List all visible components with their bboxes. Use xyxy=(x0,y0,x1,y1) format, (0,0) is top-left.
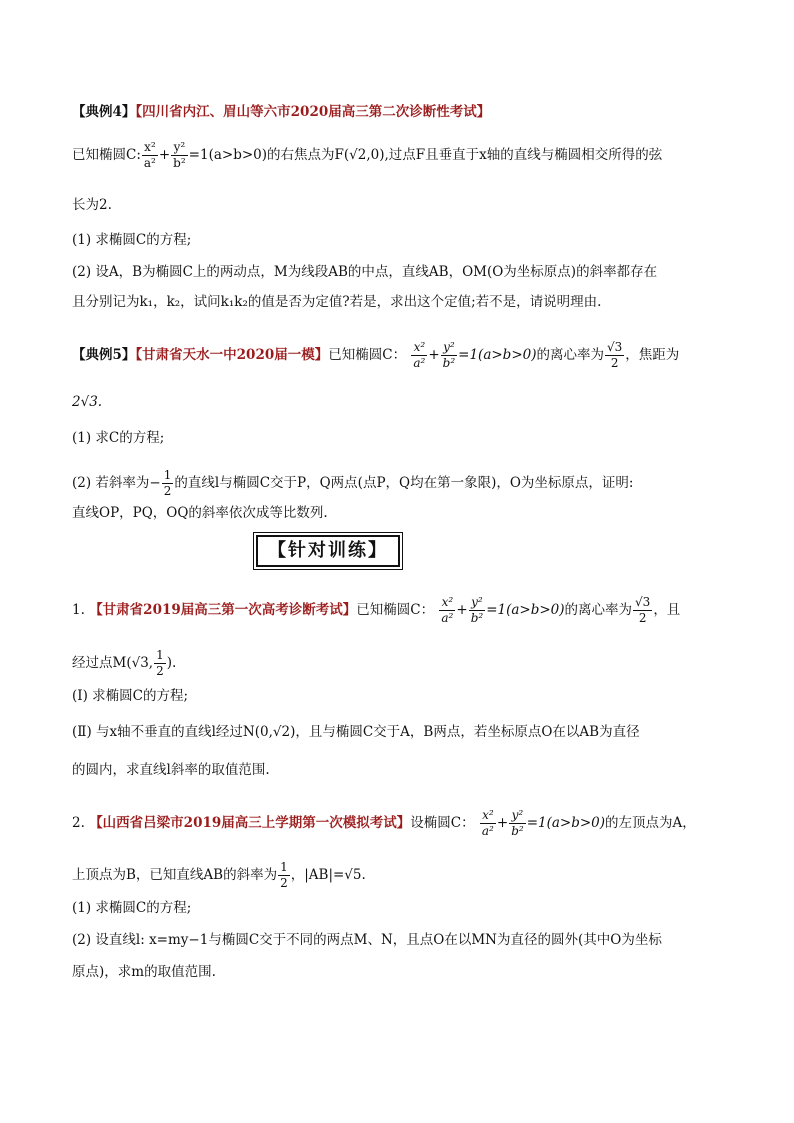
fraction: $\frac{\text{y²}}{\text{b²}}$ xyxy=(470,595,484,625)
fraction: $\frac{\text{y²}}{\text{b²}}$ xyxy=(173,140,186,170)
equation-rhs: =1(a>b>0) xyxy=(458,347,537,363)
question-1: (1) 求C的方程; xyxy=(72,430,165,446)
stem-text: ，焦距为 xyxy=(625,347,680,363)
fraction: $\frac{\text{y²}}{\text{b²}}$ xyxy=(442,340,456,370)
equation-rhs: =1(a>b>0) xyxy=(188,147,268,163)
training-2-stem: 2. 【山西省吕梁市2019届高三上学期第一次模拟考试】设椭圆C： $\frac{\text{x²}}{\text{a²}}$ + $\frac{\text{y²}}{\text{b²}}$ =1(a>b>0)的左顶点为A， xyxy=(72,808,696,838)
example-4-header xyxy=(72,102,490,122)
stem-text: 已知椭圆C： xyxy=(328,347,407,363)
fraction: $\frac{√3}{2}$ xyxy=(607,340,623,370)
example-4-stem: 已知椭圆C: $\frac{\text{x²}}{\text{a²}}$ + $\frac{\text{y²}}{\text{b²}}$ =1(a>b>0)的右焦点为F(√2,0),过点F且垂直于x轴的直线与椭圆相交所得的弦 xyxy=(72,140,663,170)
question-1: (1) 求椭圆C的方程; xyxy=(72,900,192,916)
fraction: $\frac{\text{x²}}{\text{a²}}$ xyxy=(481,808,494,838)
question-2-cont: 原点)，求m的取值范围. xyxy=(72,964,216,980)
stem-text: 的离心率为 xyxy=(536,347,604,363)
example-label: 【典例5】 xyxy=(72,347,136,363)
problem-source: 【山西省吕梁市2019届高三上学期第一次模拟考试】 xyxy=(89,815,411,831)
question-1: (Ⅰ) 求椭圆C的方程; xyxy=(72,688,189,704)
problem-number: 2. xyxy=(72,815,85,831)
question-2: (2) 设A，B为椭圆C上的两动点，M为线段AB的中点，直线AB，OM(O为坐标原点)的斜率都存在 xyxy=(72,264,658,280)
example-source: 【甘肃省天水一中2020届一模】 xyxy=(135,347,329,363)
example-source: 【四川省内江、眉山等六市2020届高三第二次诊断性考试】 xyxy=(135,104,491,120)
fraction: $\frac{1}{2}$ xyxy=(280,860,288,890)
problem-source: 【甘肃省2019届高三第一次高考诊断考试】 xyxy=(89,602,357,618)
question-1: (1) 求椭圆C的方程; xyxy=(72,232,192,248)
training-1-stem-cont: 经过点M(√3, $\frac{1}{2}$ ). xyxy=(72,648,177,678)
fraction: $\frac{1}{2}$ xyxy=(156,648,164,678)
example-label: 【典例4】 xyxy=(72,104,136,120)
example-5-stem: 【典例5】【甘肃省天水一中2020届一模】已知椭圆C： $\frac{\text{x²}}{\text{a²}}$ + $\frac{\text{y²}}{\text{b²}}$ =1(a>b>0)的离心率为 $\frac{√3}{2}$ ，焦距为 xyxy=(72,340,680,370)
stem-text: 已知椭圆C: xyxy=(72,147,141,163)
fraction: $\frac{√3}{2}$ xyxy=(635,595,651,625)
example-4-stem-cont: 长为2. xyxy=(72,197,112,213)
training-1-stem: 1. 【甘肃省2019届高三第一次高考诊断考试】已知椭圆C： $\frac{\text{x²}}{\text{a²}}$ + $\frac{\text{y²}}{\text{b²}}$ =1(a>b>0)的离心率为 $\frac{√3}{2}$ ，且 xyxy=(72,595,681,625)
fraction: $\frac{\text{x²}}{\text{a²}}$ xyxy=(143,140,156,170)
fraction: $\frac{\text{x²}}{\text{a²}}$ xyxy=(441,595,454,625)
question-2-cont: 直线OP，PQ，OQ的斜率依次成等比数列. xyxy=(72,505,328,521)
fraction: $\frac{\text{x²}}{\text{a²}}$ xyxy=(413,340,426,370)
fraction: $\frac{1}{2}$ xyxy=(163,468,172,498)
example-5-stem-cont: 2√3. xyxy=(72,394,103,410)
question-2-cont: 的圆内，求直线l斜率的取值范围. xyxy=(72,762,270,778)
problem-number: 1. xyxy=(72,602,85,618)
question-2-cont: 且分别记为k₁，k₂，试问k₁k₂的值是否为定值?若是，求出这个定值;若不是，请说明理由. xyxy=(72,294,602,310)
question-2: (2) 设直线l: x=my−1与椭圆C交于不同的两点M、N，且点O在以MN为直径的圆外(其中O为坐标 xyxy=(72,932,662,948)
question-2: (2) 若斜率为− $\frac{1}{2}$ 的直线l与椭圆C交于P，Q两点(点P，Q均在第一象限)，O为坐标原点，证明: xyxy=(72,468,634,498)
stem-text: 的右焦点为F(√2,0),过点F且垂直于x轴的直线与椭圆相交所得的弦 xyxy=(267,147,663,163)
fraction: $\frac{\text{y²}}{\text{b²}}$ xyxy=(511,808,524,838)
training-2-stem-cont: 上顶点为B，已知直线AB的斜率为 $\frac{1}{2}$ ，|AB|=√5. xyxy=(72,860,366,890)
training-section-title: 【针对训练】 xyxy=(256,535,400,567)
question-2: (Ⅱ) 与x轴不垂直的直线l经过N(0,√2)，且与椭圆C交于A，B两点，若坐标原点O在以AB为直径 xyxy=(72,724,640,740)
